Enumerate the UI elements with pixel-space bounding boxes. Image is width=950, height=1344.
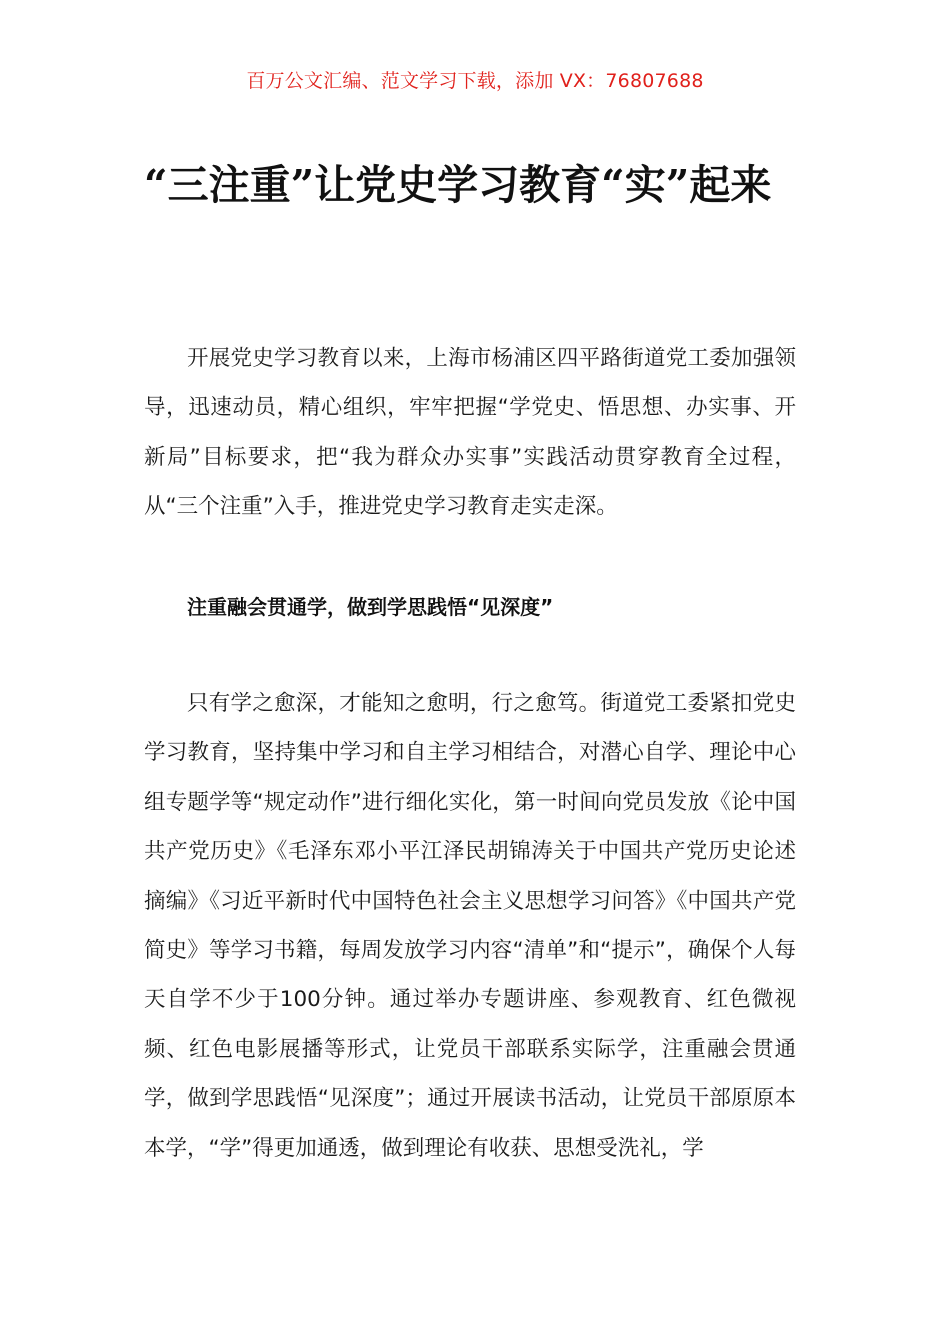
section-body-paragraph: 只有学之愈深，才能知之愈明，行之愈笃。街道党工委紧扣党史学习教育，坚持集中学习和自主学习相结合，对潜心自学、理论中心组专题学等“规定动作”进行细化实化，第一时间向党员发放《论中国共产党历史》《毛泽东邓小平江泽民胡锦涛关于中国共产党历史论述摘编》《习近平新时代中国特色社会主义思想学习问答》《中国共产党简史》等学习书籍，每周发放学习内容“清单”和“提示”，确保个人每天自学不少于100分钟。通过举办专题讲座、参观教育、红色微视频、红色电影展播等形式，让党员干部联系实际学，注重融会贯通学，做到学思践悟“见深度”；通过开展读书活动，让党员干部原原本本学，“学”得更加通透，做到理论有收获、思想受洗礼，学 [144,691,796,1161]
section-heading: 注重融会贯通学，做到学思践悟“见深度” [187,595,554,619]
intro-paragraph: 开展党史学习教育以来，上海市杨浦区四平路街道党工委加强领导，迅速动员，精心组织，牢牢把握“学党史、悟思想、办实事、开新局”目标要求，把“我为群众办实事”实践活动贯穿教育全过程，从“三个注重”入手，推进党史学习教育走实走深。 [144,346,796,520]
promo-banner: 百万公文汇编、范文学习下载，添加 VX：76807688 [246,70,704,92]
article-title: “三注重”让党史学习教育“实”起来 [144,161,772,209]
